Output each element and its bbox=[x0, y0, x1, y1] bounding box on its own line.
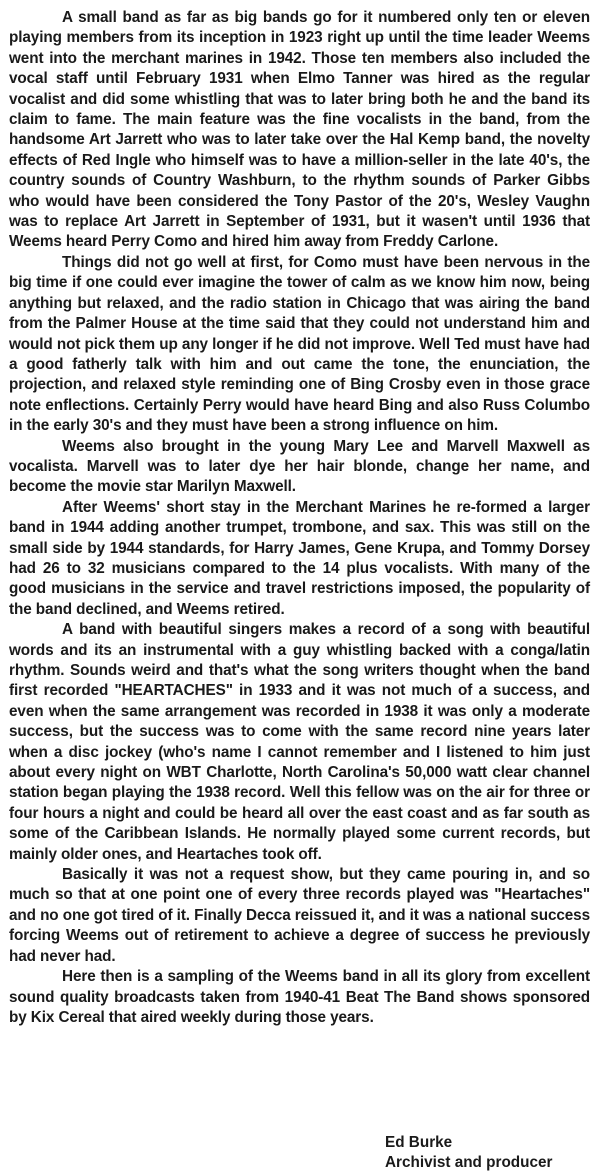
paragraph-1: A small band as far as big bands go for it numbered only ten or eleven playing members from its inception in 1923 right up until the time leader Weems went into the merchant marines in 1942. Those ten members also included the vocal staff until February 1931 when Elmo Tanner was hired as the regular vocalist and did some whistling that was to later bring both he and the band its claim to fame. The main feature was the fine vocalists in the band, from the handsome Art Jarrett who was to later take over the Hal Kemp band, the novelty effects of Red Ingle who himself was to have a million-seller in the late 40's, the country sounds of Country Washburn, to the rhythm sounds of Parker Gibbs who would have been considered the Tony Pastor of the 20's, Wesley Vaughn was to replace Art Jarrett in September of 1931, but it wasen't until 1936 that Weems heard Perry Como and hired him away from Freddy Carlone. bbox=[9, 9, 590, 251]
paragraph-3: Weems also brought in the young Mary Lee and Marvell Maxwell as vocalista. Marvell was to later dye her hair blonde, change her name, and become the movie star Marilyn Maxwell. bbox=[9, 437, 590, 496]
author-title: Archivist and producer bbox=[385, 1154, 553, 1172]
paragraph-6: Basically it was not a request show, but they came pouring in, and so much so that at one point one of every three records played was "Heartaches" and no one got tired of it. Finally Decca reissued it, and it was a national success forcing Weems out of retirement to achieve a degree of success he previously had never had. bbox=[9, 866, 590, 965]
paragraph-5: A band with beautiful singers makes a record of a song with beautiful words and its an instrumental with a guy whistling backed with a conga/latin rhythm. Sounds weird and that's what the song writers thought when the band first recorded "HEARTACHES" in 1933 and it was not much of a success, and even when the same arrangement was recorded in 1938 it was only a moderate success, but the success was to come with the same record nine years later when a disc jockey (who's name I cannot remember and I listened to him just about every night on WBT Charlotte, North Carolina's 50,000 watt clear channel station began playing the 1938 record. Well this fellow was on the air for three or four hours a night and could be heard all over the east coast and as far south as some of the Caribbean Islands. He normally played some current records, but mainly older ones, and Heartaches took off. bbox=[9, 621, 590, 863]
signature-block bbox=[385, 1133, 552, 1174]
article-body bbox=[9, 8, 590, 1028]
paragraph-4: After Weems' short stay in the Merchant Marines he re-formed a larger band in 1944 adding another trumpet, trombone, and sax. This was still on the small side by 1944 standards, for Harry James, Gene Krupa, and Tommy Dorsey had 26 to 32 musicians compared to the 14 plus vocalists. With many of the good musicians in the service and travel restrictions imposed, the popularity of the band declined, and Weems retired. bbox=[9, 498, 590, 618]
paragraph-2: Things did not go well at first, for Como must have been nervous in the big time if one could ever imagine the tower of calm as we know him now, being anything but relaxed, and the radio station in Chicago that was airing the band from the Palmer House at the time said that they could not understand him and would not pick them up any longer if he did not improve. Well Ted must have had a good fatherly talk with him and out came the tone, the enunciation, the projection, and relaxed style reminding one of Bing Crosby even in those grace note enflections. Certainly Perry would have heard Bing and also Russ Columbo in the early 30's and they must have been a strong influence on him. bbox=[9, 253, 590, 435]
author-name: Ed Burke bbox=[385, 1134, 453, 1151]
paragraph-7: Here then is a sampling of the Weems band in all its glory from excellent sound quality broadcasts taken from 1940-41 Beat The Band shows sponsored by Kix Cereal that aired weekly during those years. bbox=[9, 968, 590, 1026]
